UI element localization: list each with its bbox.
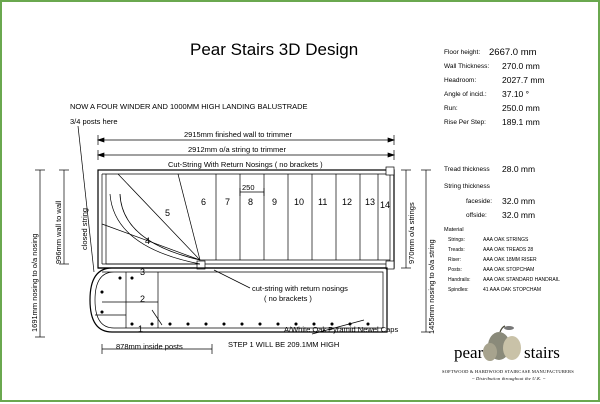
material-value: AAA OAK STRINGS — [483, 237, 529, 243]
offside-value: 32.0 mm — [502, 210, 536, 220]
spec-label: Rise Per Step: — [444, 119, 486, 126]
newel-post — [386, 167, 394, 175]
pear-stairs-logo — [442, 326, 574, 381]
lower-flight-outline — [90, 268, 387, 332]
material-value: 41 AAA OAK STOPCHAM — [483, 287, 541, 293]
offside-label: offside: — [466, 212, 487, 219]
faceside-value: 32.0 mm — [502, 196, 536, 206]
material-heading: Material — [444, 227, 464, 233]
spec-label: Tread thickness — [444, 166, 490, 173]
winder-line — [118, 174, 200, 260]
material-label: Treads: — [448, 247, 465, 253]
step1-note: STEP 1 WILL BE 209.1MM HIGH — [228, 340, 340, 349]
dim-996-label: 996mm wall to wall — [54, 200, 63, 264]
spec-value: 2667.0 mm — [489, 47, 537, 58]
stair-plan-drawing — [2, 2, 600, 404]
dim-1691-label: 1691mm nosing to o/a nosing — [30, 233, 39, 332]
step-number: 4 — [145, 236, 151, 246]
leader-line — [214, 270, 250, 288]
material-label: Handrails: — [448, 277, 471, 283]
spec-value: 270.0 mm — [502, 61, 540, 71]
winder-line — [178, 174, 200, 260]
spec-label: Wall Thickness: — [444, 63, 490, 70]
material-value: AAA OAK TREADS 28 — [483, 247, 534, 253]
dim-970-label: 970mm o/a strings — [407, 202, 416, 264]
step-number: 13 — [365, 197, 376, 207]
material-value: AAA OAK STANDARD HANDRAIL — [483, 277, 560, 283]
pear-icon — [483, 326, 521, 361]
leader-line — [152, 310, 162, 325]
dim-oa-label: 2912mm o/a string to trimmer — [188, 145, 286, 154]
spec-value: 250.0 mm — [502, 103, 540, 113]
material-label: Spindles: — [448, 287, 469, 293]
material-value: AAA OAK 18MM RISER — [483, 257, 537, 263]
dim-1455-label: 1455mm nosing to o/a string — [427, 239, 436, 334]
inside-posts-label: 878mm inside posts — [116, 342, 183, 351]
spec-value: 189.1 mm — [502, 117, 540, 127]
dim-250-label: 250 — [242, 183, 255, 192]
brand-tagline: SOFTWOOD & HARDWOOD STAIRCASE MANUFACTURERS — [442, 369, 574, 374]
arrow-head — [98, 138, 104, 142]
step-number: 3 — [140, 267, 146, 277]
material-label: Strings: — [448, 237, 465, 243]
newel-caps-label: A/White Oak Pyramid Newel Caps — [284, 325, 399, 334]
step-number: 2 — [140, 294, 146, 304]
step-number: 9 — [272, 197, 278, 207]
winder-note: NOW A FOUR WINDER AND 1000MM HIGH LANDING BALUSTRADE — [70, 102, 308, 111]
step-number: 6 — [201, 197, 207, 207]
dim-finished-label: 2915mm finished wall to trimmer — [184, 130, 292, 139]
cut-string-mid-label: ( no brackets ) — [264, 294, 312, 303]
spec-value: 2027.7 mm — [502, 75, 545, 85]
spec-label: Angle of incid.: — [444, 91, 487, 98]
faceside-label: faceside: — [466, 198, 493, 205]
step-number: 5 — [165, 208, 171, 218]
cut-string-mid-label: cut-string with return nosings — [252, 284, 348, 293]
string-thickness-label: String thickness — [444, 183, 490, 190]
spec-label: Floor height: — [444, 49, 481, 56]
step-number: 10 — [294, 197, 305, 207]
brand-name-left: pear — [454, 343, 484, 362]
brand-tagline: ~ Distribution throughout the U.K. ~ — [472, 376, 546, 381]
arrow-head — [98, 153, 104, 157]
material-label: Posts: — [448, 267, 462, 273]
cut-string-top-label: Cut-String With Return Nosings ( no brackets ) — [168, 160, 323, 169]
material-value: AAA OAK STOPCHAM — [483, 267, 535, 273]
arrow-head — [388, 153, 394, 157]
spec-label: Headroom: — [444, 77, 477, 84]
step-number: 7 — [225, 197, 231, 207]
brand-name-right: stairs — [524, 343, 560, 362]
arrow-head — [388, 138, 394, 142]
posts-note: 3/4 posts here — [70, 117, 118, 126]
spec-value: 37.10 ° — [502, 89, 530, 99]
step-number: 1 — [138, 324, 144, 334]
step-number: 14 — [380, 200, 391, 210]
step-number: 11 — [318, 197, 328, 207]
closed-string-label: closed string — [80, 207, 89, 250]
step-number: 12 — [342, 197, 353, 207]
material-label: Riser: — [448, 257, 462, 263]
spec-value: 28.0 mm — [502, 164, 536, 174]
page-title: Pear Stairs 3D Design — [190, 40, 359, 59]
handrail-curve — [120, 194, 200, 260]
spec-label: Run: — [444, 105, 458, 112]
step-number: 8 — [248, 197, 254, 207]
